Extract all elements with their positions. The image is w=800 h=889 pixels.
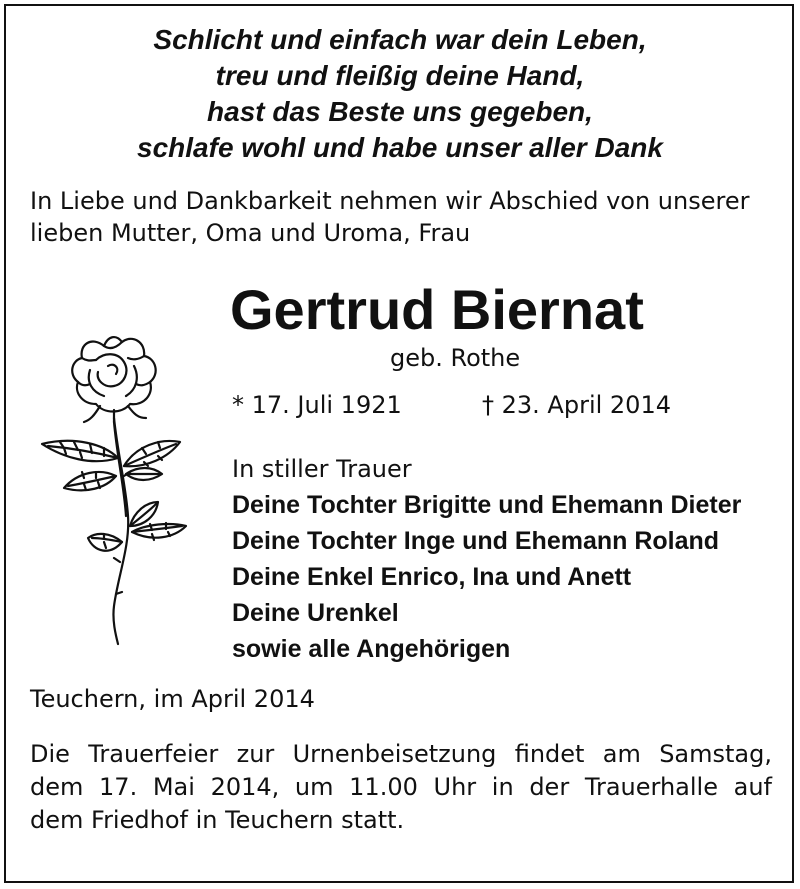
rose-illustration-icon — [34, 326, 194, 656]
intro-text — [30, 185, 775, 249]
ceremony-line: Die Trauerfeier zur Urnenbeisetzung findet am Samstag, — [30, 740, 772, 768]
place-and-date: Teuchern, im April 2014 — [30, 685, 315, 713]
intro-line: In Liebe und Dankbarkeit nehmen wir Abschied von unserer — [30, 187, 750, 215]
mourner-line: Deine Enkel Enrico, Ina und Anett — [232, 563, 632, 591]
life-dates — [232, 389, 671, 421]
mourners-list — [232, 451, 792, 667]
mourner-line: sowie alle Angehörigen — [232, 635, 511, 663]
mourner-line: Deine Urenkel — [232, 599, 399, 627]
birth-date: * 17. Juli 1921 — [232, 391, 402, 419]
poem-line: hast das Beste uns gegeben, — [207, 96, 593, 127]
funeral-announcement — [30, 738, 772, 837]
poem-line: Schlicht und einfach war dein Leben, — [153, 24, 647, 55]
mourning-phrase: In stiller Trauer — [232, 455, 412, 483]
death-date: † 23. April 2014 — [482, 391, 671, 419]
ceremony-line: dem 17. Mai 2014, um 11.00 Uhr in der Trauerhalle auf — [30, 773, 772, 801]
poem-line: schlafe wohl und habe unser aller Dank — [137, 132, 663, 163]
mourner-line: Deine Tochter Brigitte und Ehemann Dieter — [232, 491, 742, 519]
mourner-line: Deine Tochter Inge und Ehemann Roland — [232, 527, 720, 555]
intro-line: lieben Mutter, Oma und Uroma, Frau — [30, 219, 471, 247]
ceremony-line: dem Friedhof in Teuchern statt. — [30, 806, 405, 834]
maiden-name: geb. Rothe — [390, 344, 521, 372]
deceased-name: Gertrud Biernat — [230, 278, 644, 341]
poem-line: treu und fleißig deine Hand, — [215, 60, 585, 91]
memorial-poem — [0, 22, 800, 166]
